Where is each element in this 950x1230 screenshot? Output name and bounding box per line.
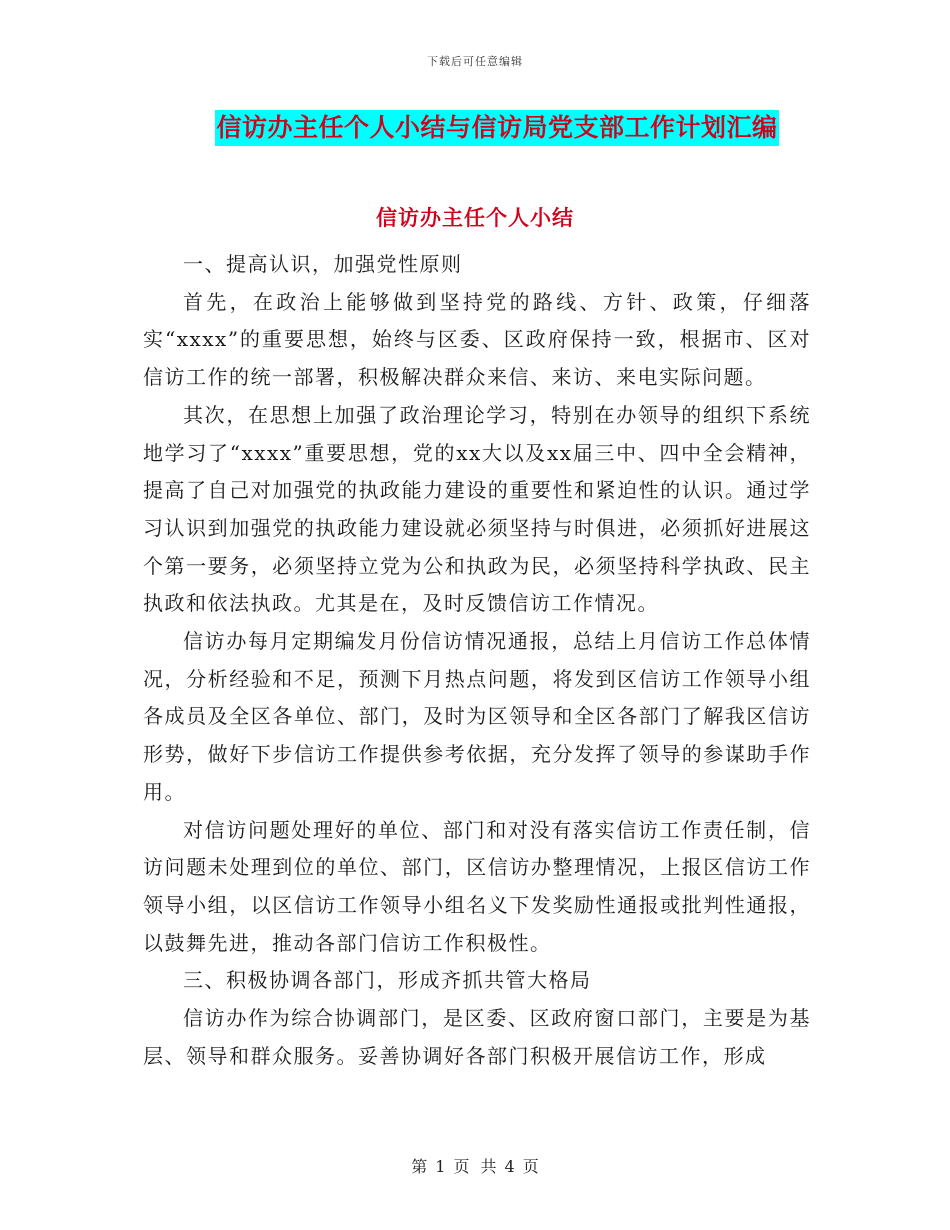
header-note: 下载后可任意编辑	[427, 55, 523, 68]
body-text	[143, 246, 811, 1075]
paragraph: 对信访问题处理好的单位、部门和对没有落实信访工作责任制，信访问题未处理到位的单位、部门，区信访办整理情况，上报区信访工作领导小组，以区信访工作领导小组名义下发奖励性通报或批判性通报，以鼓舞先进，推动各部门信访工作积极性。	[143, 817, 811, 955]
paragraph: 信访办每月定期编发月份信访情况通报，总结上月信访工作总体情况，分析经验和不足，预测下月热点问题，将发到区信访工作领导小组各成员及全区各单位、部门，及时为区领导和全区各部门了解我区信访形势，做好下步信访工作提供参考依据，充分发挥了领导的参谋助手作用。	[143, 629, 811, 804]
paragraph-heading-3: 三、积极协调各部门，形成齐抓共管大格局	[183, 968, 592, 993]
footer-prefix: 第	[411, 1157, 428, 1176]
footer-total-pages: 4	[504, 1157, 515, 1176]
paragraph: 其次，在思想上加强了政治理论学习，特别在办领导的组织下系统地学习了“xxxx”重要思想，党的xx大以及xx届三中、四中全会精神，提高了自己对加强党的执政能力建设的重要性和紧迫性的认识。通过学习认识到加强党的执政能力建设就必须坚持与时俱进，必须抓好进展这个第一要务，必须坚持立党为公和执政为民，必须坚持科学执政、民主执政和依法执政。尤其是在，及时反馈信访工作情况。	[143, 402, 811, 616]
section-title: 信访办主任个人小结	[376, 205, 574, 230]
footer-middle: 页 共	[453, 1157, 497, 1176]
doc-title-container	[0, 110, 950, 146]
footer-current-page: 1	[435, 1157, 446, 1176]
doc-title: 信访办主任个人小结与信访局党支部工作计划汇编	[215, 110, 778, 146]
paragraph: 首先，在政治上能够做到坚持党的路线、方针、政策，仔细落实“xxxx”的重要思想，始终与区委、区政府保持一致，根据市、区对信访工作的统一部署，积极解决群众来信、来访、来电实际问题。	[143, 289, 811, 390]
paragraph: 信访办作为综合协调部门，是区委、区政府窗口部门，主要是为基层、领导和群众服务。妥善协调好各部门积极开展信访工作，形成	[143, 1006, 811, 1068]
footer-suffix: 页	[522, 1157, 539, 1176]
page-footer	[0, 1154, 950, 1177]
paragraph-heading-1: 一、提高认识，加强党性原则	[183, 252, 463, 276]
